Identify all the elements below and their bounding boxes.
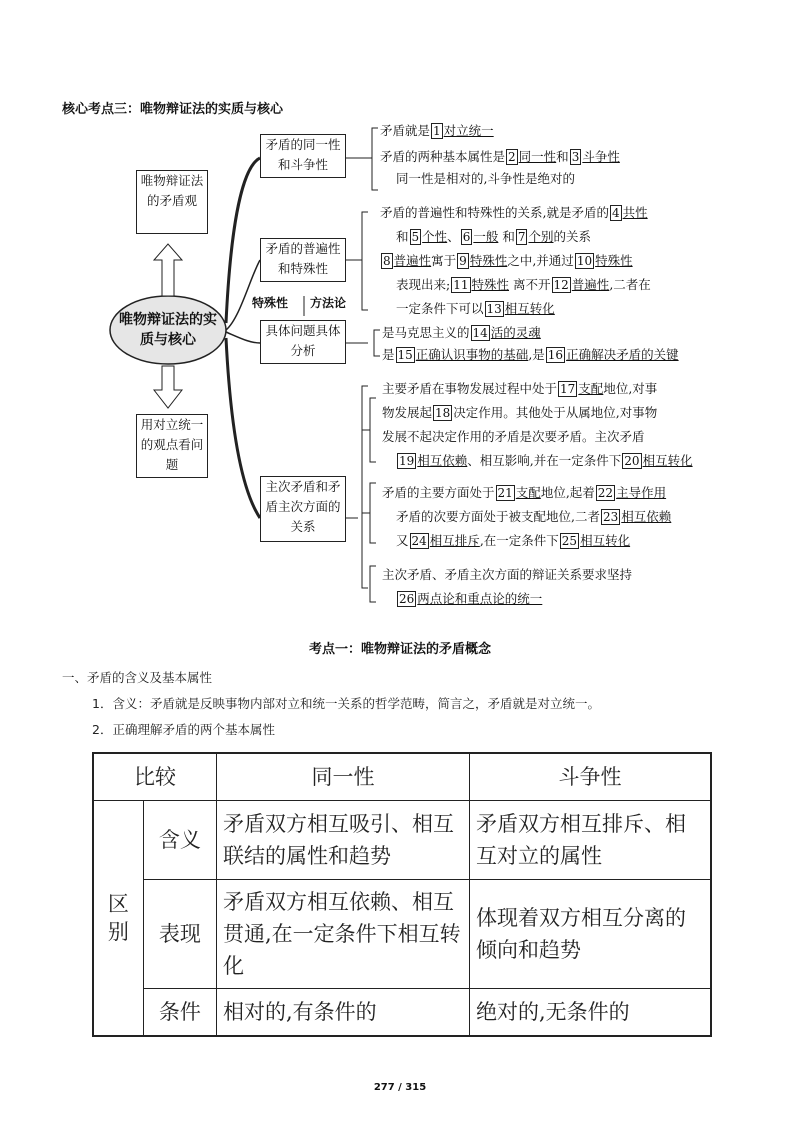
diff-label: 区别 <box>93 801 143 1037</box>
b4-p1-line4: 19 相互依赖、相互影响,并在一定条件下 20 相互转化 <box>399 453 693 468</box>
matrix-view-box: 唯物辩证法的矛盾观 <box>136 170 208 234</box>
b1-line3: 同一性是相对的,斗争性是绝对的 <box>396 171 575 186</box>
b2-line1: 矛盾的普遍性和特殊性的关系,就是矛盾的 4 共性 <box>380 205 648 220</box>
section-title: 核心考点三：唯物辩证法的实质与核心 <box>62 102 284 117</box>
header-compare: 比较 <box>93 753 217 801</box>
b3-line1: 是马克思主义的 14 活的灵魂 <box>382 325 541 340</box>
table-header-row <box>93 753 711 801</box>
b4-p3-line1: 主次矛盾、矛盾主次方面的辩证关系要求坚持 <box>382 567 633 582</box>
b2-line5: 一定条件下可以 13 相互转化 <box>396 301 555 316</box>
table-row <box>93 801 711 880</box>
method-box: 用对立统一的观点看问题 <box>136 414 208 478</box>
b1-line1: 矛盾就是 1 对立统一 <box>380 123 494 138</box>
b4-p1-line3: 发展不起决定作用的矛盾是次要矛盾。主次矛盾 <box>382 429 645 444</box>
header-struggle: 斗争性 <box>470 753 712 801</box>
b4-p1-line2: 物发展起 18 决定作用。其他处于从属地位,对事物 <box>382 405 658 420</box>
table-row <box>93 989 711 1037</box>
branch-universal-particular: 矛盾的普遍性和特殊性 <box>260 238 346 282</box>
b2-line2: 和 5 个性、 6 一般 和 7 个别的关系 <box>396 229 592 244</box>
b4-p1-line1: 主要矛盾在事物发展过程中处于 17 支配地位,对事 <box>382 381 658 396</box>
row-label-condition: 条件 <box>143 989 216 1037</box>
cell-identity-manifest: 矛盾双方相互依赖、相互贯通,在一定条件下相互转化 <box>217 880 470 989</box>
mid-label-left: 特殊性 <box>252 296 289 310</box>
subsection-title: 考点一：唯物辩证法的矛盾概念 <box>308 642 491 657</box>
compare-table <box>92 752 712 1037</box>
curve-lower <box>226 338 260 518</box>
mid-label-right: 方法论 <box>310 296 347 310</box>
branch-identity-struggle: 矛盾的同一性和斗争性 <box>260 134 346 178</box>
b4-p3-line2: 26 两点论和重点论的统一 <box>399 591 543 606</box>
b2-line4: 表现出来; 11 特殊性 离不开 12 普遍性,二者在 <box>396 277 651 292</box>
cell-identity-meaning: 矛盾双方相互吸引、相互联结的属性和趋势 <box>217 801 470 880</box>
b2-line3: 8 普遍性寓于 9 特殊性之中,并通过 10 特殊性 <box>383 253 633 268</box>
row-label-meaning: 含义 <box>143 801 216 880</box>
row-label-manifest: 表现 <box>143 880 216 989</box>
item-1-1: 1．含义：矛盾就是反映事物内部对立和统一关系的哲学范畴，简言之，矛盾就是对立统一。 <box>92 696 600 711</box>
page-number: 277 / 315 <box>373 1082 427 1093</box>
down-arrow-icon <box>154 366 182 408</box>
header-identity: 同一性 <box>217 753 470 801</box>
branch-concrete-analysis: 具体问题具体分析 <box>260 320 346 364</box>
cell-identity-condition: 相对的,有条件的 <box>217 989 470 1037</box>
item-1-2: 2．正确理解矛盾的两个基本属性 <box>92 722 275 737</box>
b4-p2-line3: 又 24 相互排斥,在一定条件下 25 相互转化 <box>396 533 631 548</box>
b4-p2-line2: 矛盾的次要方面处于被支配地位,二者 23 相互依赖 <box>396 509 672 524</box>
branch-principal-secondary: 主次矛盾和矛盾主次方面的关系 <box>260 476 346 542</box>
center-label: 唯物辩证法的实质与核心 <box>119 312 217 348</box>
table-row <box>93 880 711 989</box>
b3-line2: 是 15 正确认识事物的基础,是 16 正确解决矛盾的关键 <box>382 347 679 362</box>
b4-p2-line1: 矛盾的主要方面处于 21 支配地位,起着 22 主导作用 <box>382 485 667 500</box>
cell-struggle-manifest: 体现着双方相互分离的倾向和趋势 <box>470 880 712 989</box>
cell-struggle-meaning: 矛盾双方相互排斥、相互对立的属性 <box>470 801 712 880</box>
cell-struggle-condition: 绝对的,无条件的 <box>470 989 712 1037</box>
mind-map <box>100 118 720 618</box>
up-arrow-icon <box>154 244 182 296</box>
item-1-heading: 一、矛盾的含义及基本属性 <box>62 670 213 685</box>
b1-line2: 矛盾的两种基本属性是 2 同一性和 3 斗争性 <box>380 149 620 164</box>
